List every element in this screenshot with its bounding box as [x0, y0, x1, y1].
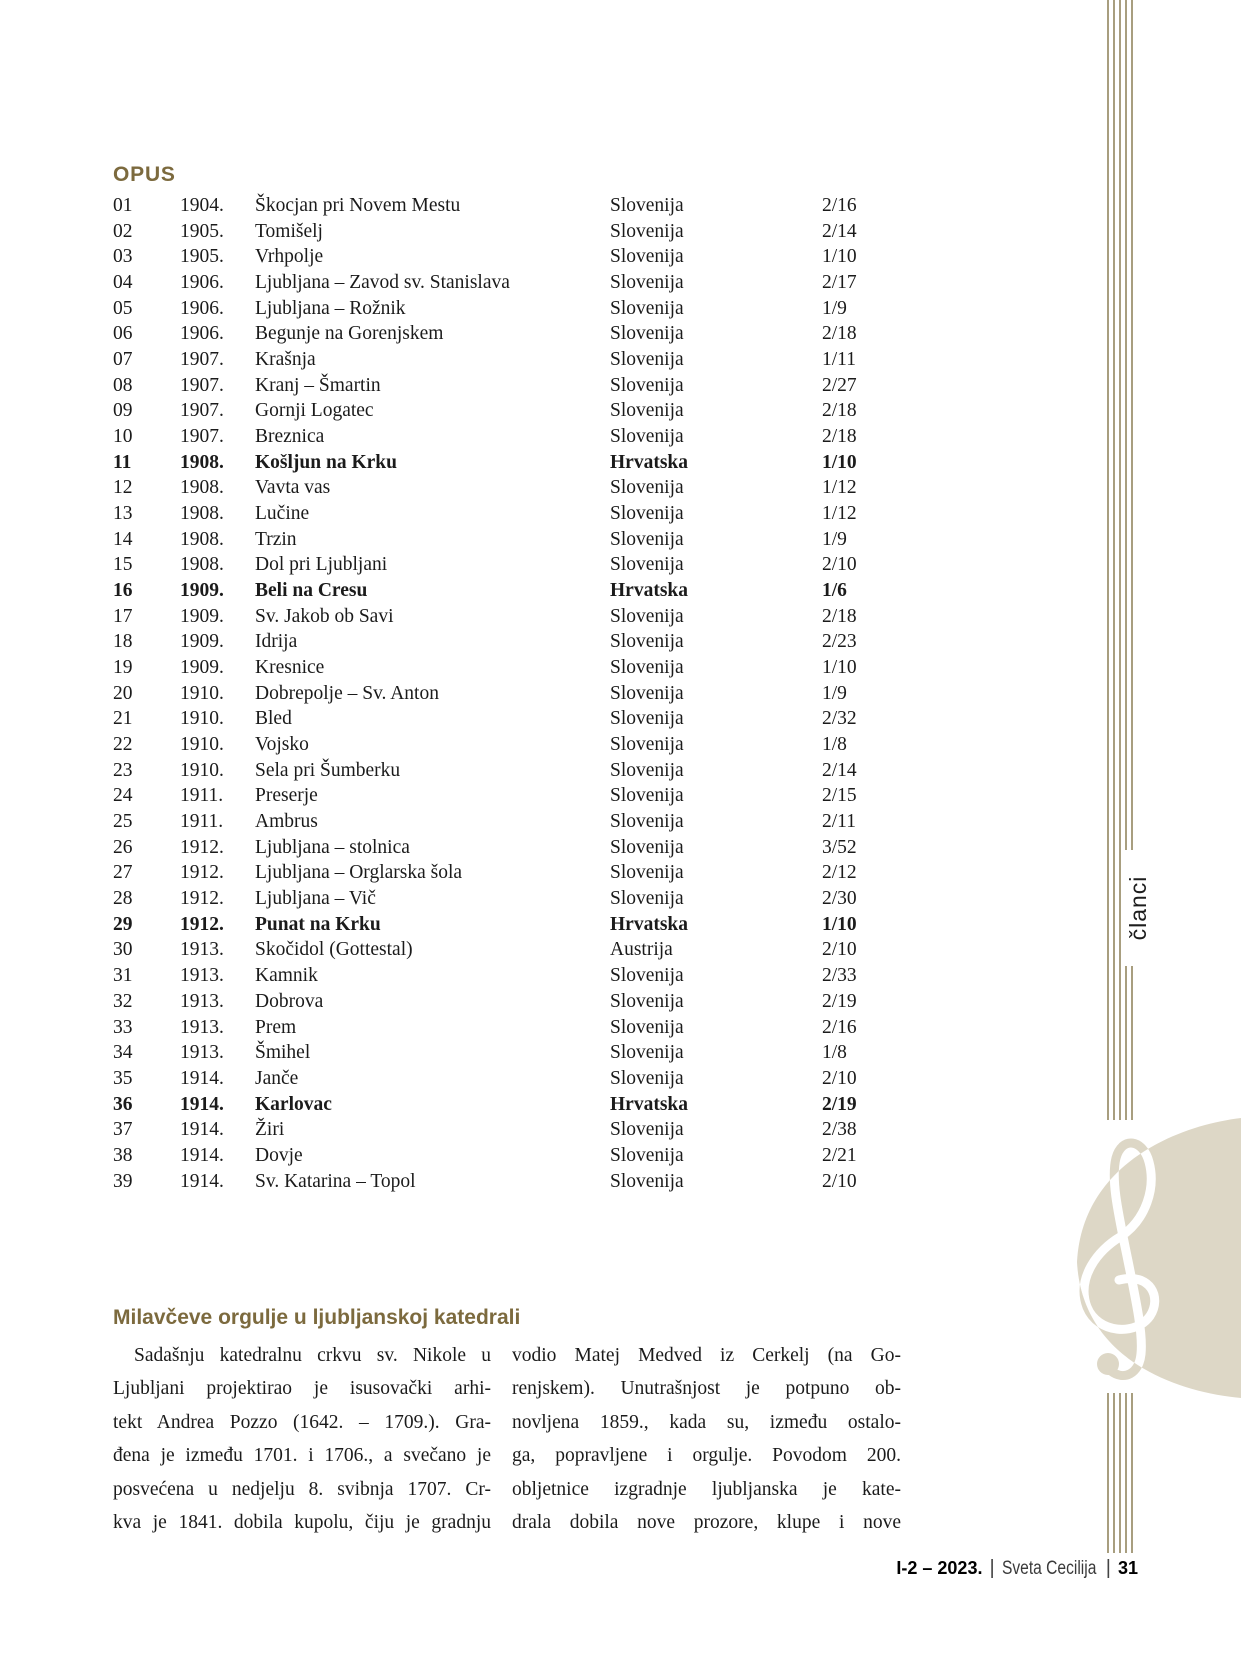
opus-country-cell: Hrvatska	[610, 1093, 688, 1115]
opus-country-cell: Hrvatska	[610, 580, 688, 602]
table-row	[113, 578, 888, 604]
opus-number-cell: 14	[113, 528, 133, 550]
opus-country-cell: Slovenija	[610, 759, 684, 781]
opus-disposition-cell: 2/21	[822, 1144, 857, 1166]
opus-number-cell: 10	[113, 426, 133, 448]
opus-number-cell: 32	[113, 990, 133, 1012]
opus-disposition-cell: 2/17	[822, 272, 857, 294]
table-row	[113, 450, 888, 476]
opus-place-cell: Sela pri Šumberku	[255, 759, 401, 781]
opus-place-cell: Begunje na Gorenjskem	[255, 323, 444, 345]
opus-place-cell: Bled	[255, 708, 292, 730]
opus-number-cell: 08	[113, 374, 133, 396]
opus-number-cell: 09	[113, 400, 133, 422]
opus-disposition-cell: 2/30	[822, 888, 857, 910]
table-row	[113, 758, 888, 784]
opus-disposition-cell: 1/9	[822, 297, 847, 319]
opus-year-cell: 1911.	[180, 785, 224, 807]
opus-number-cell: 34	[113, 1042, 133, 1064]
text-line: Ljubljani projektirao je isusovački arhi-	[113, 1378, 491, 1400]
opus-number-cell: 21	[113, 708, 133, 730]
opus-number-cell: 31	[113, 965, 133, 987]
opus-disposition-cell: 2/15	[822, 785, 857, 807]
opus-country-cell: Slovenija	[610, 1144, 684, 1166]
opus-country-cell: Slovenija	[610, 349, 684, 371]
table-row	[113, 270, 888, 296]
table-row	[113, 1092, 888, 1118]
opus-year-cell: 1905.	[180, 246, 224, 268]
opus-number-cell: 02	[113, 220, 133, 242]
opus-year-cell: 1908.	[180, 528, 224, 550]
opus-place-cell: Ambrus	[255, 811, 318, 833]
opus-place-cell: Vojsko	[255, 734, 309, 756]
opus-country-cell: Slovenija	[610, 554, 684, 576]
opus-disposition-cell: 2/14	[822, 220, 857, 242]
opus-place-cell: Dovje	[255, 1144, 303, 1166]
opus-number-cell: 19	[113, 657, 133, 679]
opus-disposition-cell: 2/16	[822, 1016, 857, 1038]
text-line: posvećena u nedjelju 8. svibnja 1707. Cr-	[113, 1478, 491, 1500]
table-row	[113, 706, 888, 732]
opus-place-cell: Skočidol (Gottestal)	[255, 939, 413, 961]
table-row	[113, 1015, 888, 1041]
table-row	[113, 809, 888, 835]
opus-year-cell: 1913.	[180, 1042, 224, 1064]
opus-country-cell: Slovenija	[610, 1067, 684, 1089]
opus-number-cell: 37	[113, 1119, 133, 1141]
opus-country-cell: Slovenija	[610, 477, 684, 499]
opus-place-cell: Vrhpolje	[255, 246, 324, 268]
opus-year-cell: 1912.	[180, 862, 224, 884]
opus-disposition-cell: 1/11	[822, 349, 856, 371]
footer-journal: Sveta Cecilija	[1001, 1558, 1097, 1579]
opus-country-cell: Slovenija	[610, 503, 684, 525]
footer-page-number: 31	[1117, 1558, 1138, 1578]
footer-issue: I-2 – 2023.	[896, 1558, 983, 1578]
opus-disposition-cell: 1/12	[822, 477, 857, 499]
opus-place-cell: Preserje	[255, 785, 318, 807]
opus-number-cell: 05	[113, 297, 133, 319]
opus-year-cell: 1906.	[180, 297, 224, 319]
text-line: tekt Andrea Pozzo (1642. – 1709.). Gra-	[113, 1411, 491, 1433]
opus-disposition-cell: 2/12	[822, 862, 857, 884]
opus-number-cell: 20	[113, 682, 133, 704]
opus-number-cell: 35	[113, 1067, 133, 1089]
opus-number-cell: 18	[113, 631, 133, 653]
opus-country-cell: Slovenija	[610, 297, 684, 319]
table-row	[113, 398, 888, 424]
opus-disposition-cell: 1/12	[822, 503, 857, 525]
opus-disposition-cell: 1/10	[822, 657, 857, 679]
table-row	[113, 1066, 888, 1092]
opus-number-cell: 27	[113, 862, 133, 884]
opus-year-cell: 1913.	[180, 1016, 224, 1038]
table-row	[113, 937, 888, 963]
table-row	[113, 527, 888, 553]
opus-number-cell: 12	[113, 477, 133, 499]
table-row	[113, 193, 888, 219]
opus-disposition-cell: 2/18	[822, 400, 857, 422]
opus-country-cell: Slovenija	[610, 528, 684, 550]
table-row	[113, 783, 888, 809]
decor-line-rail-bottom	[1107, 1393, 1133, 1553]
opus-year-cell: 1905.	[180, 220, 224, 242]
opus-year-cell: 1910.	[180, 708, 224, 730]
opus-place-cell: Ljubljana – stolnica	[255, 836, 410, 858]
opus-year-cell: 1909.	[180, 657, 224, 679]
opus-number-cell: 17	[113, 605, 133, 627]
opus-place-cell: Ljubljana – Zavod sv. Stanislava	[255, 272, 510, 294]
opus-number-cell: 22	[113, 734, 133, 756]
table-row	[113, 963, 888, 989]
table-row	[113, 629, 888, 655]
opus-place-cell: Dobrova	[255, 990, 324, 1012]
opus-number-cell: 38	[113, 1144, 133, 1166]
opus-country-cell: Slovenija	[610, 272, 684, 294]
opus-year-cell: 1909.	[180, 631, 224, 653]
opus-disposition-cell: 2/27	[822, 374, 857, 396]
opus-year-cell: 1911.	[180, 811, 224, 833]
opus-disposition-cell: 1/10	[822, 913, 857, 935]
opus-country-cell: Hrvatska	[610, 451, 688, 473]
table-row	[113, 912, 888, 938]
opus-year-cell: 1913.	[180, 965, 224, 987]
table-row	[113, 835, 888, 861]
side-label-clanci: članci	[1124, 850, 1152, 966]
opus-country-cell: Slovenija	[610, 246, 684, 268]
table-row	[113, 681, 888, 707]
opus-year-cell: 1913.	[180, 990, 224, 1012]
opus-disposition-cell: 1/6	[822, 580, 847, 602]
opus-number-cell: 07	[113, 349, 133, 371]
opus-country-cell: Slovenija	[610, 1042, 684, 1064]
table-row	[113, 475, 888, 501]
table-row	[113, 424, 888, 450]
opus-disposition-cell: 2/18	[822, 426, 857, 448]
table-row	[113, 732, 888, 758]
opus-disposition-cell: 2/33	[822, 965, 857, 987]
opus-year-cell: 1906.	[180, 323, 224, 345]
opus-country-cell: Slovenija	[610, 990, 684, 1012]
opus-disposition-cell: 2/10	[822, 554, 857, 576]
opus-year-cell: 1914.	[180, 1119, 224, 1141]
table-row	[113, 219, 888, 245]
opus-heading: OPUS	[113, 163, 176, 186]
opus-country-cell: Slovenija	[610, 682, 684, 704]
opus-number-cell: 06	[113, 323, 133, 345]
table-row	[113, 501, 888, 527]
opus-number-cell: 36	[113, 1093, 133, 1115]
opus-place-cell: Tomišelj	[255, 220, 323, 242]
opus-year-cell: 1914.	[180, 1093, 224, 1115]
opus-number-cell: 13	[113, 503, 133, 525]
text-line: renjskem). Unutrašnjost je potpuno ob-	[512, 1378, 901, 1400]
opus-place-cell: Trzin	[255, 528, 297, 550]
opus-number-cell: 25	[113, 811, 133, 833]
opus-number-cell: 04	[113, 272, 133, 294]
opus-country-cell: Slovenija	[610, 426, 684, 448]
opus-year-cell: 1907.	[180, 400, 224, 422]
opus-place-cell: Kranj – Šmartin	[255, 374, 381, 396]
opus-disposition-cell: 3/52	[822, 836, 857, 858]
opus-place-cell: Sv. Jakob ob Savi	[255, 605, 394, 627]
opus-place-cell: Ljubljana – Vič	[255, 888, 376, 910]
footer-separator: |	[989, 1557, 995, 1579]
table-row	[113, 296, 888, 322]
opus-country-cell: Slovenija	[610, 323, 684, 345]
table-row	[113, 1040, 888, 1066]
opus-number-cell: 30	[113, 939, 133, 961]
article-column-left	[113, 1339, 491, 1539]
opus-year-cell: 1912.	[180, 836, 224, 858]
opus-number-cell: 03	[113, 246, 133, 268]
opus-country-cell: Slovenija	[610, 785, 684, 807]
opus-year-cell: 1907.	[180, 374, 224, 396]
opus-country-cell: Austrija	[610, 939, 673, 961]
opus-disposition-cell: 2/38	[822, 1119, 857, 1141]
table-row	[113, 347, 888, 373]
opus-disposition-cell: 2/23	[822, 631, 857, 653]
article-column-right	[512, 1339, 901, 1539]
opus-country-cell: Slovenija	[610, 657, 684, 679]
table-row	[113, 860, 888, 886]
text-line: drala dobila nove prozore, klupe i nove	[512, 1512, 901, 1534]
opus-place-cell: Škocjan pri Novem Mestu	[255, 195, 461, 216]
opus-place-cell: Šmihel	[255, 1042, 311, 1064]
opus-year-cell: 1914.	[180, 1067, 224, 1089]
opus-year-cell: 1908.	[180, 503, 224, 525]
opus-disposition-cell: 2/32	[822, 708, 857, 730]
opus-country-cell: Slovenija	[610, 734, 684, 756]
opus-place-cell: Beli na Cresu	[255, 580, 368, 602]
opus-year-cell: 1914.	[180, 1170, 224, 1192]
opus-disposition-cell: 2/19	[822, 1093, 857, 1115]
opus-country-cell: Slovenija	[610, 631, 684, 653]
opus-disposition-cell: 2/19	[822, 990, 857, 1012]
opus-country-cell: Slovenija	[610, 605, 684, 627]
opus-number-cell: 24	[113, 785, 133, 807]
opus-place-cell: Breznica	[255, 426, 325, 448]
opus-year-cell: 1912.	[180, 913, 224, 935]
opus-disposition-cell: 2/18	[822, 605, 857, 627]
article-body	[113, 1339, 901, 1539]
opus-place-cell: Idrija	[255, 631, 298, 653]
opus-number-cell: 23	[113, 759, 133, 781]
opus-disposition-cell: 2/10	[822, 1170, 857, 1192]
opus-place-cell: Prem	[255, 1016, 297, 1038]
opus-disposition-cell: 2/11	[822, 811, 856, 833]
opus-place-cell: Ljubljana – Rožnik	[255, 297, 406, 319]
text-line: obljetnice izgradnje ljubljanska je kate-	[512, 1478, 901, 1500]
opus-number-cell: 28	[113, 888, 133, 910]
opus-disposition-cell: 2/14	[822, 759, 857, 781]
opus-disposition-cell: 1/10	[822, 451, 857, 473]
text-line: Sadašnju katedralnu crkvu sv. Nikole u	[134, 1345, 491, 1366]
opus-place-cell: Dol pri Ljubljani	[255, 554, 388, 576]
opus-disposition-cell: 2/10	[822, 1067, 857, 1089]
opus-year-cell: 1909.	[180, 580, 224, 602]
table-row	[113, 655, 888, 681]
table-row	[113, 244, 888, 270]
opus-year-cell: 1904.	[180, 195, 224, 216]
opus-country-cell: Slovenija	[610, 1016, 684, 1038]
text-line: ga, popravljene i orgulje. Povodom 200.	[512, 1445, 901, 1467]
opus-place-cell: Dobrepolje – Sv. Anton	[255, 682, 439, 704]
opus-number-cell: 11	[113, 451, 132, 473]
opus-disposition-cell: 2/18	[822, 323, 857, 345]
opus-table	[113, 193, 888, 1194]
opus-disposition-cell: 1/10	[822, 246, 857, 268]
table-row	[113, 373, 888, 399]
opus-country-cell: Slovenija	[610, 400, 684, 422]
opus-number-cell: 29	[113, 913, 133, 935]
text-line: vodio Matej Medved iz Cerkelj (na Go-	[512, 1345, 901, 1366]
opus-disposition-cell: 2/16	[822, 195, 857, 216]
opus-country-cell: Slovenija	[610, 1170, 684, 1192]
opus-year-cell: 1908.	[180, 451, 224, 473]
table-row	[113, 1117, 888, 1143]
opus-disposition-cell: 1/9	[822, 682, 847, 704]
table-row	[113, 552, 888, 578]
text-line: novljena 1859., kada su, između ostalo-	[512, 1411, 901, 1433]
opus-year-cell: 1910.	[180, 682, 224, 704]
opus-place-cell: Žiri	[255, 1119, 285, 1141]
opus-year-cell: 1907.	[180, 426, 224, 448]
opus-country-cell: Hrvatska	[610, 913, 688, 935]
opus-country-cell: Slovenija	[610, 836, 684, 858]
opus-year-cell: 1908.	[180, 554, 224, 576]
table-row	[113, 1143, 888, 1169]
opus-country-cell: Slovenija	[610, 195, 684, 216]
opus-country-cell: Slovenija	[610, 1119, 684, 1141]
opus-country-cell: Slovenija	[610, 811, 684, 833]
opus-place-cell: Punat na Krku	[255, 913, 381, 935]
table-row	[113, 1169, 888, 1195]
opus-country-cell: Slovenija	[610, 888, 684, 910]
opus-number-cell: 15	[113, 554, 133, 576]
opus-year-cell: 1913.	[180, 939, 224, 961]
opus-number-cell: 16	[113, 580, 133, 602]
opus-disposition-cell: 1/9	[822, 528, 847, 550]
opus-country-cell: Slovenija	[610, 708, 684, 730]
opus-year-cell: 1907.	[180, 349, 224, 371]
table-row	[113, 604, 888, 630]
opus-number-cell: 33	[113, 1016, 133, 1038]
opus-country-cell: Slovenija	[610, 862, 684, 884]
opus-number-cell: 01	[113, 195, 133, 216]
opus-country-cell: Slovenija	[610, 965, 684, 987]
opus-place-cell: Janče	[255, 1067, 299, 1089]
opus-year-cell: 1910.	[180, 734, 224, 756]
opus-place-cell: Kresnice	[255, 657, 325, 679]
table-row	[113, 989, 888, 1015]
opus-disposition-cell: 1/8	[822, 734, 847, 756]
page-footer	[896, 1556, 1138, 1581]
opus-place-cell: Košljun na Krku	[255, 451, 397, 473]
opus-disposition-cell: 2/10	[822, 939, 857, 961]
opus-disposition-cell: 1/8	[822, 1042, 847, 1064]
opus-year-cell: 1912.	[180, 888, 224, 910]
opus-place-cell: Krašnja	[255, 349, 316, 371]
section-heading: Milavčeve orgulje u ljubljanskoj katedrali	[113, 1306, 521, 1329]
table-row	[113, 321, 888, 347]
text-line: kva je 1841. dobila kupolu, čiju je gradnju	[113, 1512, 491, 1534]
opus-place-cell: Ljubljana – Orglarska šola	[255, 862, 463, 884]
opus-year-cell: 1914.	[180, 1144, 224, 1166]
opus-year-cell: 1909.	[180, 605, 224, 627]
opus-place-cell: Gornji Logatec	[255, 400, 374, 422]
treble-clef-icon	[1056, 1112, 1241, 1407]
opus-place-cell: Kamnik	[255, 965, 318, 987]
opus-place-cell: Sv. Katarina – Topol	[255, 1170, 416, 1192]
footer-separator: |	[1105, 1557, 1111, 1579]
opus-year-cell: 1906.	[180, 272, 224, 294]
opus-place-cell: Vavta vas	[255, 477, 331, 499]
opus-country-cell: Slovenija	[610, 374, 684, 396]
table-row	[113, 886, 888, 912]
text-line: đena je između 1701. i 1706., a svečano je	[113, 1445, 491, 1467]
opus-place-cell: Lučine	[255, 503, 310, 525]
opus-number-cell: 39	[113, 1170, 133, 1192]
opus-year-cell: 1908.	[180, 477, 224, 499]
opus-country-cell: Slovenija	[610, 220, 684, 242]
opus-number-cell: 26	[113, 836, 133, 858]
opus-place-cell: Karlovac	[255, 1093, 332, 1115]
opus-year-cell: 1910.	[180, 759, 224, 781]
